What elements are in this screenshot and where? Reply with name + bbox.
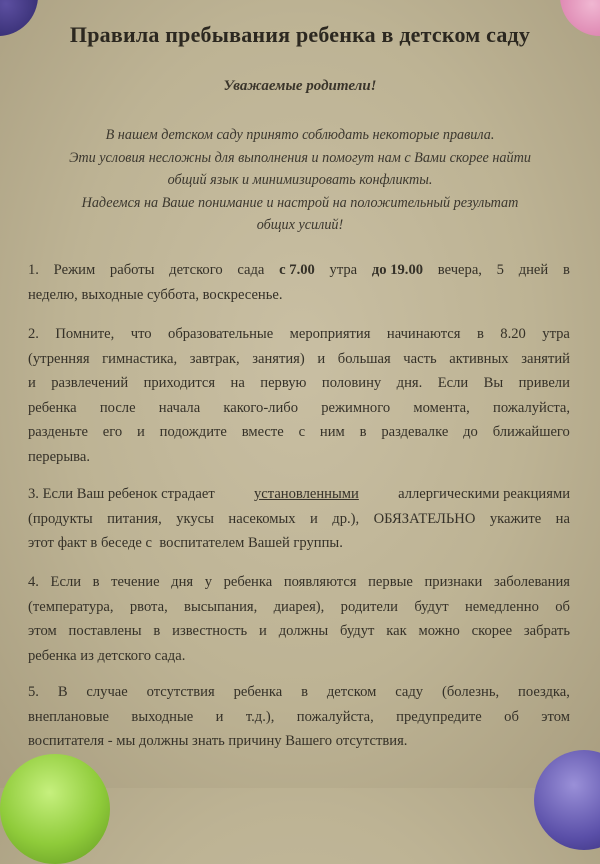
word: разденьте bbox=[28, 424, 88, 441]
word: первые bbox=[368, 574, 413, 590]
word: ближайшего bbox=[492, 424, 570, 441]
word: 5. bbox=[28, 684, 39, 700]
rule-line bbox=[28, 347, 570, 372]
word: заболевания bbox=[493, 574, 570, 590]
word: начинаются bbox=[386, 326, 461, 342]
word: подождите bbox=[159, 424, 227, 441]
open-time: с 7.00 bbox=[279, 262, 315, 278]
word: какого-либо bbox=[223, 399, 298, 416]
greeting: Уважаемые родители! bbox=[223, 78, 377, 94]
word: в bbox=[153, 623, 161, 640]
word: что bbox=[130, 326, 152, 342]
word: раздевалке bbox=[381, 424, 449, 441]
word: вечера, bbox=[437, 262, 482, 278]
word: забрать bbox=[523, 623, 570, 640]
word: ребенка bbox=[28, 399, 77, 416]
word: детского bbox=[169, 262, 223, 278]
word: 2. bbox=[28, 326, 39, 342]
rule-text: воспитателя - мы должны знать причину Вашего отсутствия. bbox=[28, 733, 408, 750]
word: развлечений bbox=[51, 375, 129, 392]
word: диарея), bbox=[273, 598, 325, 615]
rule-line bbox=[28, 595, 570, 620]
word: должны bbox=[278, 623, 329, 640]
word: дня. bbox=[396, 375, 423, 392]
intro-line: В нашем детском саду принято соблюдать некоторые правила. bbox=[105, 127, 495, 143]
word: первую bbox=[260, 375, 307, 392]
word: появляются bbox=[283, 574, 357, 590]
word: укусы bbox=[176, 510, 214, 527]
word: (утренняя bbox=[28, 350, 90, 367]
word: на bbox=[555, 510, 570, 527]
rule-line bbox=[28, 371, 570, 396]
word: др.), bbox=[332, 510, 360, 527]
word: поездка, bbox=[518, 684, 570, 700]
word: 8.20 bbox=[500, 326, 526, 342]
word: в bbox=[92, 574, 100, 590]
word: об bbox=[504, 708, 519, 725]
rule-line bbox=[28, 705, 570, 730]
rule-line bbox=[28, 445, 570, 470]
word: отсутствия bbox=[146, 684, 215, 700]
word: пожалуйста, bbox=[296, 708, 374, 725]
word: дней bbox=[518, 262, 549, 278]
word: и bbox=[137, 424, 145, 441]
word: в bbox=[476, 326, 484, 342]
word: немедленно bbox=[464, 598, 539, 615]
page-title: Правила пребывания ребенка в детском саду bbox=[69, 22, 531, 47]
word: момента, bbox=[413, 399, 470, 416]
word: вместе bbox=[241, 424, 284, 441]
word: часть bbox=[403, 350, 437, 367]
word: с bbox=[298, 424, 306, 441]
rule-4 bbox=[28, 570, 570, 668]
rule-3 bbox=[28, 482, 570, 556]
word: большая bbox=[337, 350, 391, 367]
word: будут bbox=[340, 623, 375, 640]
word: течение bbox=[111, 574, 160, 590]
rule-text: этот факт в беседе с воспитателем Вашей группы. bbox=[28, 535, 343, 552]
word: 4. bbox=[28, 574, 39, 590]
word: этом bbox=[28, 623, 57, 640]
word: (продукты bbox=[28, 510, 93, 527]
word: ребенка bbox=[233, 684, 283, 700]
rule-line bbox=[28, 482, 570, 507]
word: можно bbox=[418, 623, 460, 640]
word: пожалуйста, bbox=[493, 399, 570, 416]
word: на bbox=[230, 375, 245, 392]
green-ball-decoration bbox=[0, 754, 110, 864]
word: скорее bbox=[471, 623, 513, 640]
word: случае bbox=[86, 684, 128, 700]
intro-line: общий язык и минимизировать конфликты. bbox=[167, 172, 433, 188]
word: и bbox=[28, 375, 36, 392]
close-time: до 19.00 bbox=[371, 262, 424, 278]
word: поставлены bbox=[68, 623, 142, 640]
word: Режим bbox=[53, 262, 96, 278]
rule-line bbox=[28, 258, 570, 283]
rule-line bbox=[28, 531, 570, 556]
word: и bbox=[310, 510, 318, 527]
word: работы bbox=[109, 262, 155, 278]
word: саду bbox=[395, 684, 424, 700]
word: об bbox=[555, 598, 570, 615]
word: т.д.), bbox=[245, 708, 275, 725]
word: и bbox=[215, 708, 224, 725]
word: внеплановые bbox=[28, 708, 110, 725]
violet-ball-decoration bbox=[534, 750, 600, 850]
rule-text: перерыва. bbox=[28, 448, 90, 465]
word: как bbox=[386, 623, 407, 640]
word: (болезнь, bbox=[441, 684, 500, 700]
word: дня bbox=[171, 574, 194, 590]
word: и bbox=[317, 350, 326, 367]
rule-line bbox=[28, 644, 570, 669]
rule-line bbox=[28, 507, 570, 532]
word: половину bbox=[321, 375, 382, 392]
rule-line bbox=[28, 729, 570, 754]
word: и bbox=[259, 623, 267, 640]
word: завтрак, bbox=[189, 350, 240, 367]
rule-5 bbox=[28, 680, 570, 754]
rule-text: аллергическими реакциями bbox=[398, 486, 570, 502]
intro-paragraph bbox=[20, 124, 580, 237]
rule-text: 3. Если Ваш ребенок страдает bbox=[28, 486, 215, 502]
rule-line bbox=[28, 619, 570, 644]
word: режимного bbox=[321, 399, 391, 416]
word: сада bbox=[237, 262, 265, 278]
rule-2 bbox=[28, 322, 570, 470]
rule-line bbox=[28, 420, 570, 445]
word: начала bbox=[158, 399, 201, 416]
word: до bbox=[463, 424, 478, 441]
word: Помните, bbox=[55, 326, 115, 342]
word: ребенка bbox=[223, 574, 273, 590]
word: привели bbox=[518, 375, 570, 392]
rule-1 bbox=[28, 258, 570, 307]
rule-text: ребенка из детского сада. bbox=[28, 647, 186, 664]
word: этом bbox=[541, 708, 570, 725]
word: питания, bbox=[107, 510, 162, 527]
word: выходные bbox=[131, 708, 194, 725]
word: высыпания, bbox=[184, 598, 258, 615]
word: гимнастика, bbox=[102, 350, 178, 367]
word: образовательные bbox=[168, 326, 274, 342]
word: в bbox=[562, 262, 570, 278]
word: мероприятия bbox=[289, 326, 371, 342]
word: Если bbox=[50, 574, 82, 590]
rule-line bbox=[28, 396, 570, 421]
word: у bbox=[204, 574, 212, 590]
word: известность bbox=[172, 623, 248, 640]
word: 1. bbox=[28, 262, 39, 278]
word: будут bbox=[414, 598, 449, 615]
word: утра bbox=[542, 326, 570, 342]
rule-line bbox=[28, 570, 570, 595]
underlined-word: установленными bbox=[254, 486, 359, 502]
word: его bbox=[102, 424, 123, 441]
word: предупредите bbox=[396, 708, 482, 725]
word: признаки bbox=[424, 574, 483, 590]
word: в bbox=[359, 424, 367, 441]
word: Вы bbox=[483, 375, 504, 392]
word: насекомых bbox=[228, 510, 296, 527]
word: приходится bbox=[143, 375, 216, 392]
rule-line bbox=[28, 283, 570, 308]
word: Если bbox=[437, 375, 469, 392]
word: детском bbox=[326, 684, 377, 700]
word: в bbox=[301, 684, 308, 700]
word: рвота, bbox=[129, 598, 168, 615]
word: ним bbox=[319, 424, 345, 441]
rule-line bbox=[28, 680, 570, 705]
word: утра bbox=[329, 262, 358, 278]
word: родители bbox=[340, 598, 398, 615]
intro-line: общих усилий! bbox=[256, 217, 344, 233]
rule-line bbox=[28, 322, 570, 347]
word: 5 bbox=[496, 262, 504, 278]
intro-line: Эти условия несложны для выполнения и помогут нам с Вами скорее найти bbox=[69, 149, 531, 166]
word: активных bbox=[449, 350, 509, 367]
word: укажите bbox=[489, 510, 542, 527]
word: после bbox=[99, 399, 136, 416]
word: занятий bbox=[521, 350, 570, 367]
word: В bbox=[57, 684, 68, 700]
word: (температура, bbox=[28, 598, 114, 615]
word: ОБЯЗАТЕЛЬНО bbox=[373, 510, 476, 527]
word: занятия) bbox=[252, 350, 305, 367]
intro-line: Надеемся на Ваше понимание и настрой на положительный результат bbox=[81, 194, 519, 211]
rule-text: неделю, выходные суббота, воскресенье. bbox=[28, 286, 283, 303]
